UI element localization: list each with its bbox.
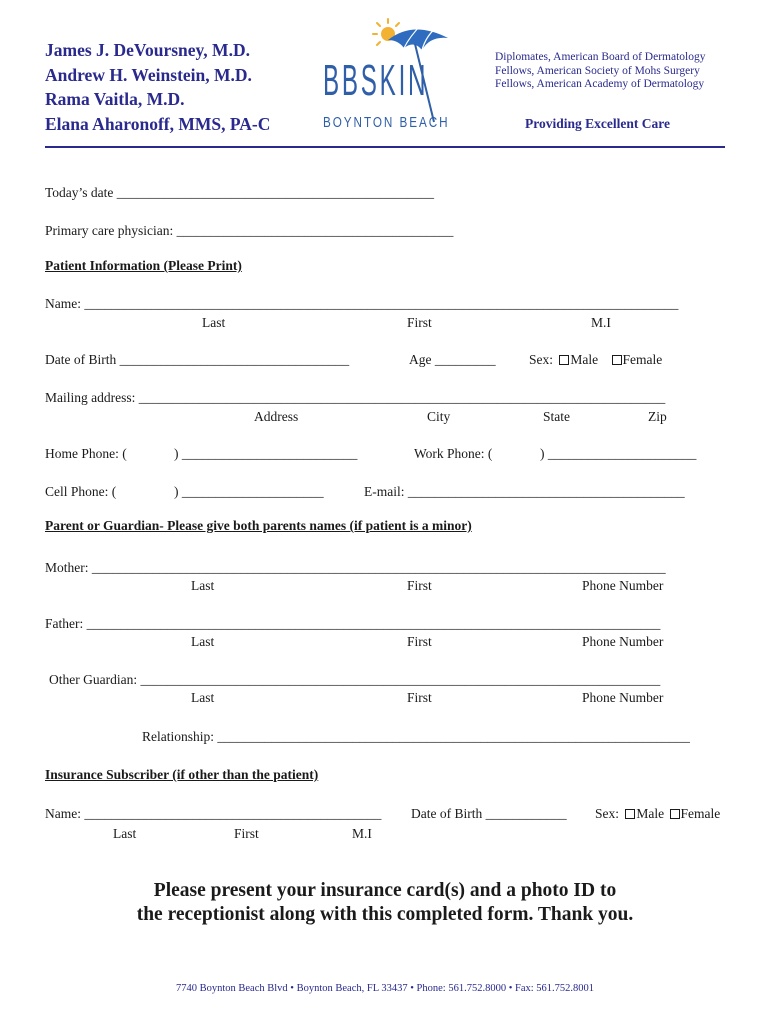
work-phone-label: Work Phone: ( [414,446,493,461]
female-checkbox[interactable] [670,809,680,819]
subscriber-name-field[interactable]: Name: ____________________________________________ [45,806,382,821]
closing-line: the receptionist along with this completed form. Thank you. [136,904,634,925]
mother-field[interactable]: Mother: _____________________________________________________________________________________ [45,560,666,575]
patient-info-heading: Patient Information (Please Print) [45,258,242,273]
doctor-name: Elana Aharonoff, MMS, PA-C [45,113,271,134]
closing-line: Please present your insurance card(s) and a photo ID to [153,880,617,901]
address-label: Address [254,409,299,424]
email-field[interactable]: E-mail: _________________________________________ [364,484,685,499]
other-guardian-field[interactable]: Other Guardian: _____________________________________________________________________________ [49,672,661,687]
other-phone-label: Phone Number [582,690,664,705]
male-label: Male [636,806,665,821]
subscriber-first-label: First [234,826,259,841]
male-checkbox[interactable] [559,355,569,365]
other-first-label: First [407,690,432,705]
father-field[interactable]: Father: _____________________________________________________________________________________ [45,616,661,631]
name-last-label: Last [202,315,226,330]
dob-field[interactable]: Date of Birth __________________________________ [45,352,350,367]
home-phone-label: Home Phone: ( [45,446,127,461]
closing-message [0,879,770,927]
cell-phone-field[interactable]: ) _____________________ [174,484,324,499]
doctor-name: Andrew H. Weinstein, M.D. [45,64,252,85]
doctor-name: Rama Vaitla, M.D. [45,89,185,109]
credential-line: Fellows, American Society of Mohs Surgery [495,64,700,77]
cell-phone-label: Cell Phone: ( [45,484,117,499]
header-divider [45,146,725,148]
father-first-label: First [407,634,432,649]
mailing-address-field[interactable]: Mailing address: ______________________________________________________________________________ [45,390,666,405]
mother-phone-label: Phone Number [582,578,664,593]
footer-address: 7740 Boynton Beach Blvd • Boynton Beach, FL 33437 • Phone: 561.752.8000 • Fax: 561.752.8001 [175,983,595,994]
relationship-field[interactable]: Relationship: ______________________________________________________________________ [142,729,690,744]
sex-label: Sex: [595,806,620,821]
credential-line: Diplomates, American Board of Dermatology [495,51,706,63]
tagline: Providing Excellent Care [525,116,670,131]
age-field[interactable]: Age _________ [409,352,496,367]
male-checkbox[interactable] [625,809,635,819]
doctor-list [45,38,270,136]
subscriber-sex-selector [595,806,720,822]
guardian-heading: Parent or Guardian- Please give both parents names (if patient is a minor) [45,518,472,533]
female-label: Female [680,806,721,821]
subscriber-mi-label: M.I [352,826,372,841]
credentials [495,51,705,92]
subscriber-last-label: Last [113,826,137,841]
state-label: State [543,409,570,424]
primary-care-field[interactable]: Primary care physician: _________________________________________ [45,223,454,238]
mother-first-label: First [407,578,432,593]
subscriber-dob-field[interactable]: Date of Birth ____________ [411,806,567,821]
city-label: City [427,409,451,424]
father-last-label: Last [191,634,215,649]
credential-line: Fellows, American Academy of Dermatology [495,78,705,90]
home-phone-field[interactable]: ) __________________________ [174,446,358,461]
insurance-heading: Insurance Subscriber (if other than the patient) [45,767,319,782]
sex-selector [529,352,662,368]
logo-town: BOYNTON BEACH [323,114,450,131]
female-label: Female [622,352,663,367]
other-last-label: Last [191,690,215,705]
todays-date-field[interactable]: Today’s date _______________________________________________ [45,185,435,200]
male-label: Male [570,352,599,367]
patient-name-field[interactable]: Name: ________________________________________________________________________________________ [45,296,679,311]
name-mi-label: M.I [591,315,611,330]
doctor-name: James J. DeVoursney, M.D. [45,40,250,60]
female-checkbox[interactable] [612,355,622,365]
name-first-label: First [407,315,432,330]
mother-last-label: Last [191,578,215,593]
father-phone-label: Phone Number [582,634,664,649]
work-phone-field[interactable]: ) ______________________ [540,446,697,461]
logo-wordmark: BBSKIN [323,56,429,105]
zip-label: Zip [648,409,667,424]
sex-label: Sex: [529,352,554,367]
